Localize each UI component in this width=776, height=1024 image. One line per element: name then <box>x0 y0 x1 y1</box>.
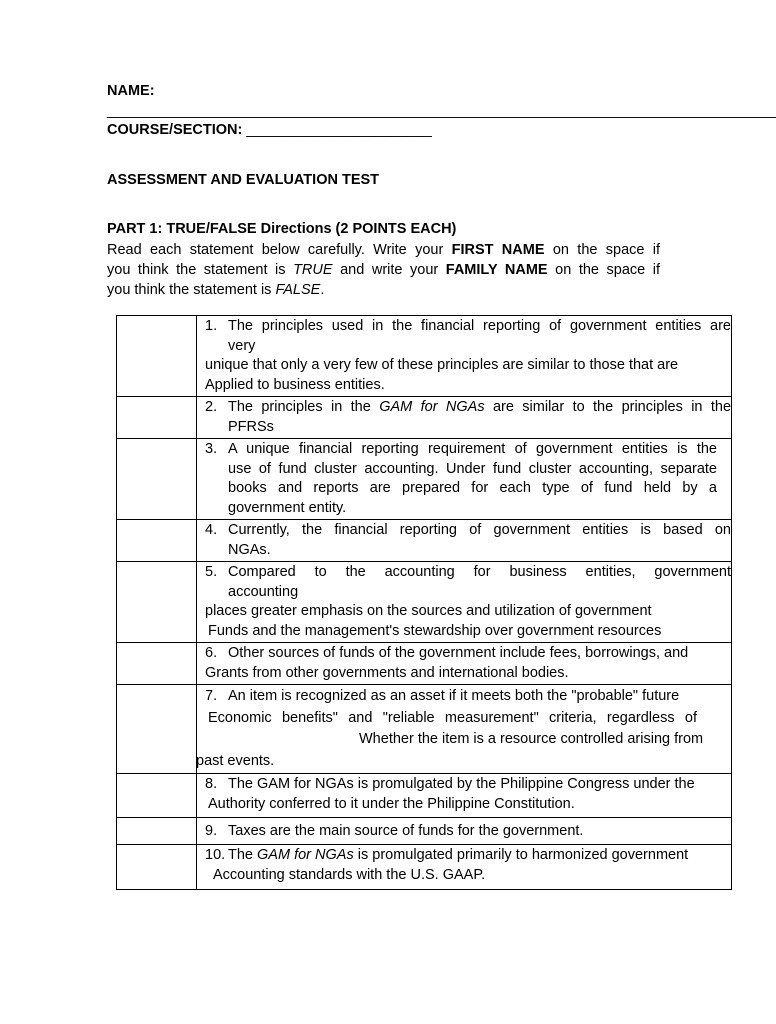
statement-4: 4. Currently, the financial reporting of government entities is based on NGAs. <box>197 520 732 562</box>
part1-heading: PART 1: TRUE/FALSE Directions (2 POINTS EACH) <box>107 221 457 237</box>
course-section-line: _______________________ <box>246 122 432 138</box>
answer-cell-10[interactable] <box>117 845 197 890</box>
part1-directions <box>107 240 660 300</box>
table-row <box>117 397 732 439</box>
answer-cell-2[interactable] <box>117 397 197 439</box>
table-row <box>117 520 732 562</box>
statement-6: 6. Other sources of funds of the government include fees, borrowings, and Grants from other governments and international bodies. <box>197 643 732 685</box>
statement-10: 10. The GAM for NGAs is promulgated primarily to harmonized government Accounting standards with the U.S. GAAP. <box>197 845 732 890</box>
table-row <box>117 643 732 685</box>
table-row <box>117 439 732 520</box>
true-false-table <box>116 315 732 890</box>
answer-cell-6[interactable] <box>117 643 197 685</box>
course-section-label: COURSE/SECTION: <box>107 122 243 138</box>
table-row <box>117 845 732 890</box>
table-row <box>117 774 732 818</box>
answer-cell-4[interactable] <box>117 520 197 562</box>
table-row <box>117 562 732 643</box>
answer-cell-8[interactable] <box>117 774 197 818</box>
statement-9: 9. Taxes are the main source of funds for the government. <box>197 818 732 845</box>
answer-cell-3[interactable] <box>117 439 197 520</box>
statement-7: 7. An item is recognized as an asset if it meets both the "probable" future Economic benefits" and "reliable measurement" criteria, regardless of Whether the item is a resource controlled arising from past events. <box>197 685 732 774</box>
name-label: NAME: <box>107 83 155 99</box>
test-title: ASSESSMENT AND EVALUATION TEST <box>107 172 380 188</box>
directions-line-1: Read each statement below carefully. Write your FIRST NAME on the space if <box>107 242 661 258</box>
table-row <box>117 818 732 845</box>
table-row <box>117 685 732 774</box>
statement-8: 8. The GAM for NGAs is promulgated by the Philippine Congress under the Authority conferred to it under the Philippine Constitution. <box>197 774 732 818</box>
statement-1: 1. The principles used in the financial reporting of government entities are very unique that only a very few of these principles are similar to those that are Applied to business entities. <box>197 316 732 397</box>
table-row <box>117 316 732 397</box>
directions-line-2: you think the statement is TRUE and write your FAMILY NAME on the space if <box>107 262 661 278</box>
directions-line-3: you think the statement is FALSE. <box>107 282 325 298</box>
answer-cell-9[interactable] <box>117 818 197 845</box>
statement-5: 5. Compared to the accounting for business entities, government accounting places greater emphasis on the sources and utilization of government Funds and the management's stewardship over government resources <box>197 562 732 643</box>
answer-cell-1[interactable] <box>117 316 197 397</box>
statement-3: 3. A unique financial reporting requirement of government entities is the use of fund cluster accounting. Under fund cluster accounting, separate books and reports are prepared for each type of fund held by a government entity. <box>197 439 732 520</box>
statement-2: 2. The principles in the GAM for NGAs are similar to the principles in the PFRSs <box>197 397 732 439</box>
answer-cell-7[interactable] <box>117 685 197 774</box>
answer-cell-5[interactable] <box>117 562 197 643</box>
name-line: ___________________________________________________________________________________ <box>107 103 776 119</box>
course-section-row <box>107 122 432 138</box>
